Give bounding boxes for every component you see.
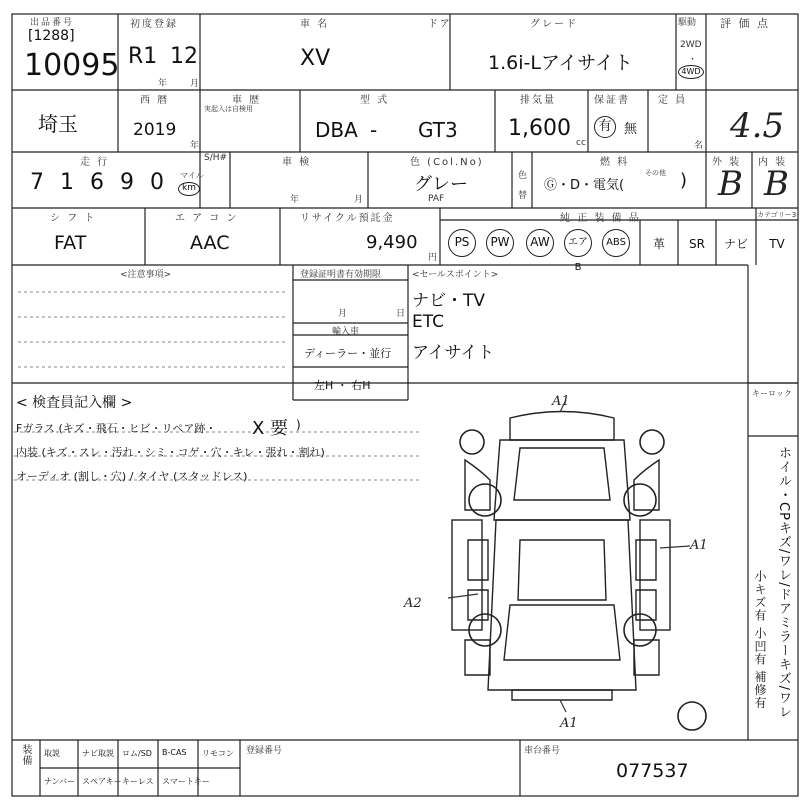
- mileage-digit: 1: [60, 170, 74, 195]
- mark-bottom: A1: [560, 716, 578, 731]
- sales-point: アイサイト: [412, 343, 495, 363]
- mileage-digit: 7: [30, 170, 44, 195]
- lot-number: 10095: [24, 48, 120, 83]
- equipment-item: AW: [526, 229, 554, 257]
- valid-label: 登録証明書有効期限: [300, 270, 382, 280]
- recycle-fee: 9,490: [366, 232, 418, 253]
- first-reg-month: 12: [170, 44, 198, 69]
- drive-dot: ・: [688, 55, 698, 65]
- cc-unit: cc: [576, 138, 586, 148]
- ac: AAC: [190, 232, 230, 254]
- sales-label: <セールスポイント>: [412, 270, 499, 280]
- exterior-grade: B: [718, 164, 743, 204]
- footer-item: ナビ取説: [82, 749, 114, 758]
- footer-item: スマートキー: [162, 777, 210, 786]
- first-reg-label: 初度登録: [130, 19, 178, 30]
- mileage-digit: 9: [120, 170, 134, 195]
- color-change-2: 替: [518, 191, 528, 201]
- inspector-line1-mark: X 要: [252, 418, 289, 439]
- drive-4wd: 4WD: [678, 65, 704, 79]
- mark-top: A1: [552, 394, 570, 409]
- warranty-no: 無: [624, 122, 638, 137]
- seat-label: 定 員: [658, 95, 688, 106]
- tv-header: カテゴリー3: [757, 211, 797, 219]
- caution-label: <注意事項>: [120, 270, 172, 280]
- lot-label: 出品番号: [30, 18, 75, 28]
- rating-label: 評 価 点: [720, 17, 770, 30]
- inspector-line1-suffix: ): [296, 418, 301, 432]
- import-label: 輸入車: [332, 327, 360, 337]
- footer-item: キーレス: [122, 777, 154, 786]
- model-code: GT3: [418, 118, 458, 142]
- equipment-item: TV: [769, 237, 785, 251]
- color-code: PAF: [428, 194, 445, 204]
- ac-label: エ ア コ ン: [175, 213, 239, 224]
- footer-side-label: 装備: [20, 744, 31, 766]
- reg-number-label: 登録番号: [246, 746, 283, 756]
- color-change-1: 色: [518, 171, 528, 181]
- seat-unit: 名: [694, 141, 704, 151]
- footer-item: B-CAS: [162, 748, 187, 757]
- inspector-title: < 検査員記入欄 >: [16, 395, 133, 411]
- model-year-label: 西 暦: [140, 95, 170, 106]
- sdx-label: S/H#: [204, 153, 228, 163]
- warranty-label: 保証書: [594, 95, 630, 106]
- grade: 1.6i-Lアイサイト: [488, 52, 633, 74]
- fuel-other: その他: [645, 169, 666, 177]
- inspector-line2: 内装 (キズ・スレ・汚れ・シミ・コゲ・穴・キレ・張れ・割れ): [16, 446, 325, 459]
- sales-point: ETC: [412, 312, 444, 332]
- mileage-digit: 6: [90, 170, 104, 195]
- chassis-number: 077537: [616, 760, 689, 782]
- sales-point: ナビ・TV: [412, 291, 486, 311]
- model-dash: -: [370, 118, 378, 142]
- drive-2wd: 2WD: [680, 40, 702, 50]
- km-unit: km: [178, 182, 200, 196]
- year-unit: 年: [158, 79, 168, 89]
- car-name-label: 車 名: [300, 19, 330, 30]
- mile-label: マイル: [180, 171, 204, 180]
- yen-unit: 円: [428, 253, 438, 263]
- footer-item: スペアキー: [82, 777, 122, 786]
- equipment-item: PW: [486, 229, 514, 257]
- interior-grade: B: [764, 164, 789, 204]
- footer-item: 取説: [44, 749, 60, 758]
- inspection-label: 車 検: [282, 157, 312, 168]
- mileage-digit: 0: [150, 170, 164, 195]
- inspector-line1: Fガラス (キズ・飛石・ヒビ・リペア跡・: [16, 422, 217, 435]
- footer-item: ロム/SD: [122, 749, 152, 758]
- displacement: 1,600: [508, 116, 571, 141]
- body-label: 車 歴: [232, 95, 262, 106]
- warranty-yes: 有: [594, 116, 616, 138]
- model-year: 2019: [133, 120, 177, 140]
- shift-label: シ フ ト: [50, 213, 97, 224]
- inspection-year: 年: [290, 195, 300, 205]
- valid-month: 月: [338, 309, 348, 319]
- fuel-options: Ⓖ・D・電気(: [544, 178, 625, 193]
- lot-code: [1288]: [28, 28, 75, 44]
- body-note: 実起入は自検用: [204, 105, 253, 113]
- import-type: ディーラー・並行: [304, 347, 392, 360]
- first-reg-era: R1: [128, 44, 158, 69]
- drive-label: 駆動: [678, 18, 697, 28]
- chassis-label: 車台番号: [524, 746, 561, 756]
- exterior-label: 外 装: [712, 157, 742, 168]
- inspection-month: 月: [354, 195, 364, 205]
- rating: 4.5: [730, 106, 785, 146]
- mileage-label: 走 行: [80, 157, 110, 168]
- equipment-label: 純 正 装 備 品: [560, 213, 641, 224]
- grade-label: グレード: [530, 19, 578, 30]
- fuel-close: ): [680, 170, 688, 191]
- interior-label: 内 装: [758, 157, 788, 168]
- recycle-label: リサイクル預託金: [300, 213, 395, 224]
- shift: FAT: [54, 232, 87, 254]
- equipment-item: ABS: [602, 229, 630, 257]
- footer-item: ナンバー: [44, 777, 76, 786]
- model-label: 型 式: [360, 95, 390, 106]
- vertical-note-2: 小キズ有 小凹有 補修有: [753, 570, 767, 710]
- equipment-item: SR: [689, 237, 705, 251]
- keyless-label: キーロック: [752, 389, 792, 398]
- displacement-label: 排気量: [520, 95, 556, 106]
- equipment-item: ナビ: [723, 237, 748, 251]
- mark-right: A1: [690, 538, 708, 553]
- equipment-item: エアB: [564, 229, 592, 257]
- handle: 左H ・ 右H: [314, 379, 371, 392]
- color-label: 色 (Col.No): [410, 157, 484, 168]
- footer-item: リモコン: [202, 749, 234, 758]
- mark-left: A2: [404, 596, 422, 611]
- model-prefix: DBA: [315, 118, 358, 142]
- fuel-label: 燃 料: [600, 157, 630, 168]
- door-label: ドア: [428, 19, 452, 30]
- model-year-unit: 年: [190, 141, 200, 151]
- vertical-note-1: ホイル・CPキズ/ワレ/ドアミラーキズ/ワレ: [776, 446, 791, 720]
- equipment-item: 革: [652, 237, 665, 251]
- inspector-line3: オーディオ (割し・穴) / タイヤ (スタッドレス): [16, 470, 248, 483]
- valid-day: 日: [396, 309, 406, 319]
- car-name: XV: [300, 46, 331, 71]
- prefecture: 埼玉: [38, 112, 78, 136]
- equipment-item: PS: [448, 229, 476, 257]
- color: グレー: [414, 174, 468, 195]
- month-unit: 月: [190, 79, 200, 89]
